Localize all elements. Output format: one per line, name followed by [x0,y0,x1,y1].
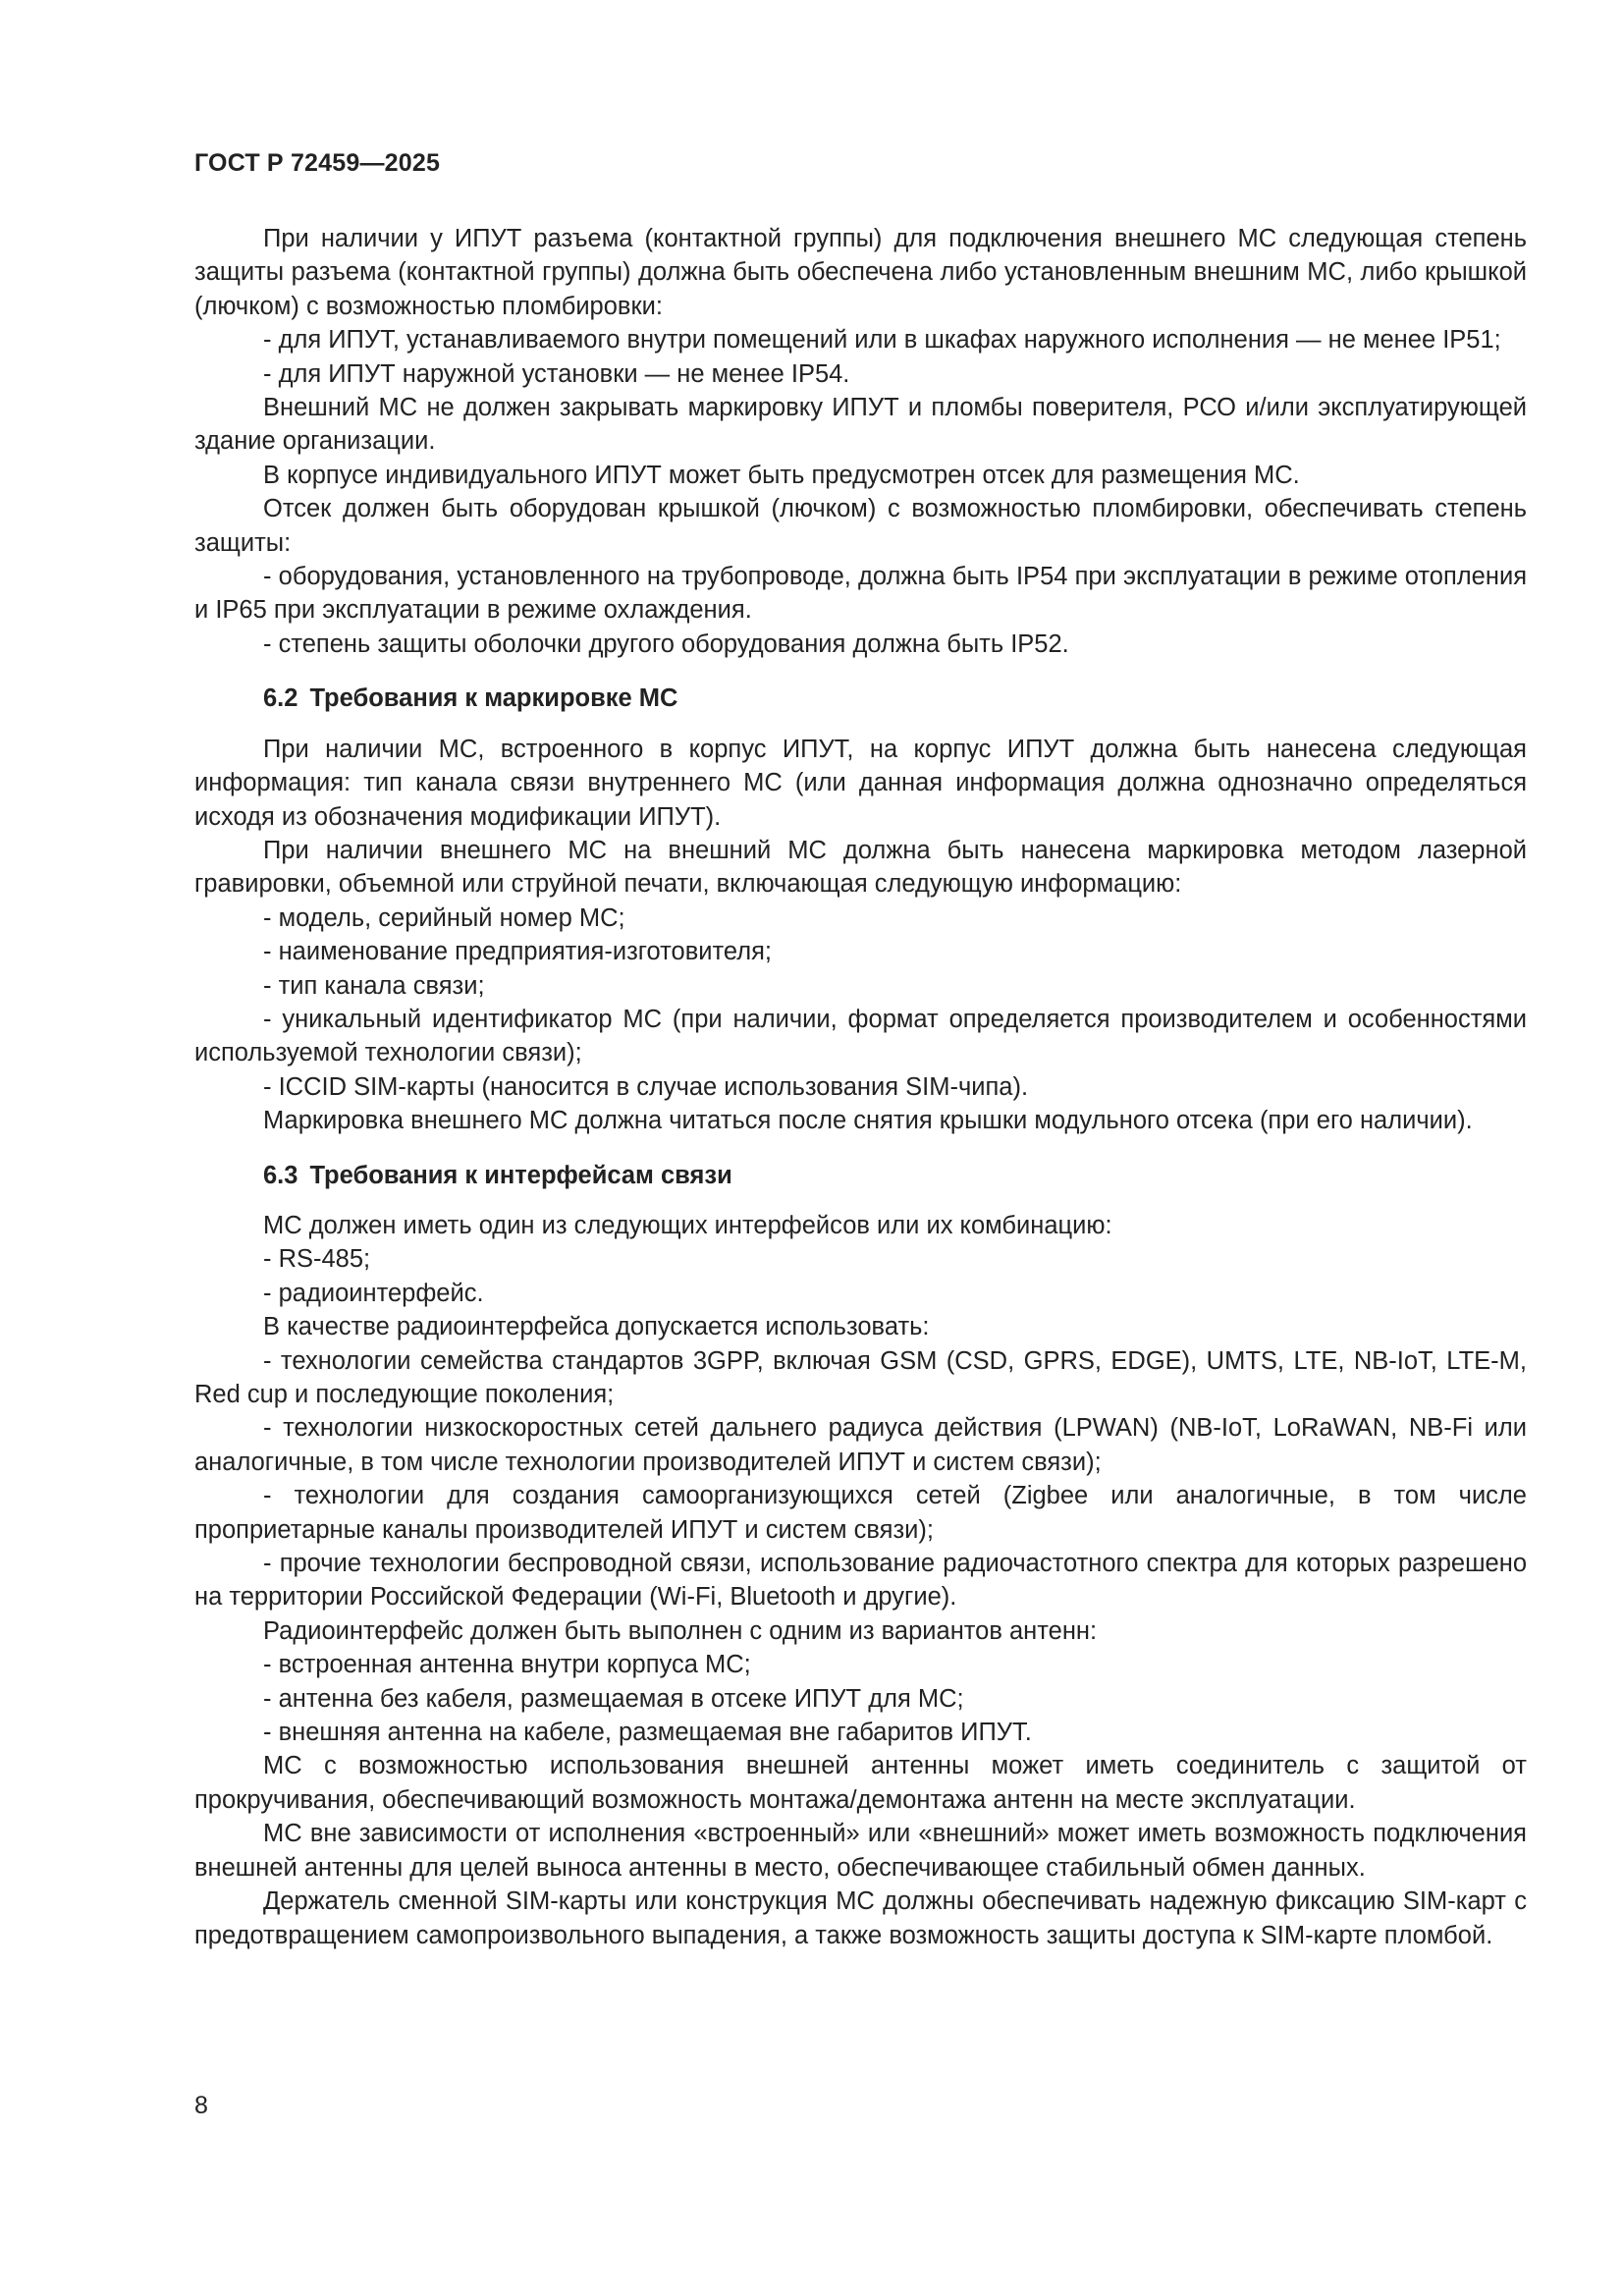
list-item: - модель, серийный номер МС; [263,903,625,932]
list-item: - технологии семейства стандартов 3GPP, включая GSM (CSD, GPRS, EDGE), UMTS, LTE, NB-IoT, LTE-M, Red cup и последующие поколения; [194,1346,1527,1408]
list-item: - уникальный идентификатор МС (при наличии, формат определяется производителем и особенностями используемой технологии связи); [194,1005,1527,1067]
list-item: - внешняя антенна на кабеле, размещаемая вне габаритов ИПУТ. [263,1719,1032,1747]
paragraph: МС должен иметь один из следующих интерфейсов или их комбинацию: [263,1211,1112,1239]
list-item: - прочие технологии беспроводной связи, использование радиочастотного спектра для которых разрешено на территории Российской Федерации (Wi-Fi, Bluetooth и другие). [194,1550,1527,1612]
section-heading-6-2 [263,682,1527,715]
list-item: - для ИПУТ, устанавливаемого внутри помещений или в шкафах наружного исполнения — не менее IP51; [263,326,1501,355]
section-title: Требования к маркировке МС [309,684,678,713]
paragraph: Держатель сменной SIM-карты или конструкция МС должны обеспечивать надежную фиксацию SIM-карт с предотвращением самопроизвольного выпадения, а также возможность защиты доступа к SIM-карте пломбой. [194,1887,1527,1949]
intro-block [194,222,1527,661]
section-6-3-body [194,1209,1527,1952]
list-item: - оборудования, установленного на трубопроводе, должна быть IP54 при эксплуатации в режиме отопления и IP65 при эксплуатации в режиме охлаждения. [194,563,1527,625]
paragraph: При наличии внешнего МС на внешний МС должна быть нанесена маркировка методом лазерной гравировки, объемной или струйной печати, включающая следующую информацию: [194,836,1527,899]
standard-code-header: ГОСТ Р 72459—2025 [194,149,441,177]
section-number: 6.3 [263,1161,298,1189]
list-item: - антенна без кабеля, размещаемая в отсеке ИПУТ для МС; [263,1684,964,1713]
section-number: 6.2 [263,684,298,713]
paragraph: При наличии МС, встроенного в корпус ИПУТ, на корпус ИПУТ должна быть нанесена следующая информация: тип канала связи внутреннего МС (или данная информация должна однозначно определяться исходя из обозначения модификации ИПУТ). [194,735,1527,831]
paragraph: При наличии у ИПУТ разъема (контактной группы) для подключения внешнего МС следующая степень защиты разъема (контактной группы) должна быть обеспечена либо установленным внешним МС, либо крышкой (лючком) с возможностью пломбировки: [194,225,1527,320]
section-heading-6-3 [263,1159,1527,1192]
paragraph: Отсек должен быть оборудован крышкой (лючком) с возможностью пломбировки, обеспечивать степень защиты: [194,495,1527,557]
list-item: - технологии низкоскоростных сетей дальнего радиуса действия (LPWAN) (NB-IoT, LoRaWAN, NB-Fi или аналогичные, в том числе технологии производителей ИПУТ и систем связи); [194,1414,1527,1476]
list-item: - ICCID SIM-карты (наносится в случае использования SIM-чипа). [263,1072,1029,1101]
paragraph: МС с возможностью использования внешней антенны может иметь соединитель с защитой от прокручивания, обеспечивающий возможность монтажа/демонтажа антенн на месте эксплуатации. [194,1752,1527,1814]
list-item: - RS-485; [263,1245,371,1274]
list-item: - радиоинтерфейс. [263,1279,484,1307]
section-title: Требования к интерфейсам связи [309,1161,732,1189]
list-item: - тип канала связи; [263,971,485,1000]
list-item: - степень защиты оболочки другого оборудования должна быть IP52. [263,629,1069,658]
list-item: - для ИПУТ наружной установки — не менее IP54. [263,359,850,388]
paragraph: МС вне зависимости от исполнения «встроенный» или «внешний» может иметь возможность подключения внешней антенны для целей выноса антенны в место, обеспечивающее стабильный обмен данных. [194,1820,1527,1882]
paragraph: Радиоинтерфейс должен быть выполнен с одним из вариантов антенн: [263,1616,1098,1645]
list-item: - наименование предприятия-изготовителя; [263,938,773,966]
paragraph: В корпусе индивидуального ИПУТ может быть предусмотрен отсек для размещения МС. [263,461,1300,489]
section-6-2-body [194,733,1527,1138]
page-content [194,222,1527,1952]
paragraph: Маркировка внешнего МС должна читаться после снятия крышки модульного отсека (при его наличии). [263,1107,1473,1135]
list-item: - технологии для создания самоорганизующихся сетей (Zigbee или аналогичные, в том числе проприетарные каналы производителей ИПУТ и систем связи); [194,1482,1527,1544]
paragraph: Внешний МС не должен закрывать маркировку ИПУТ и пломбы поверителя, РСО и/или эксплуатирующей здание организации. [194,394,1527,456]
list-item: - встроенная антенна внутри корпуса МС; [263,1651,751,1679]
paragraph: В качестве радиоинтерфейса допускается использовать: [263,1313,930,1341]
page-number: 8 [194,2092,208,2119]
